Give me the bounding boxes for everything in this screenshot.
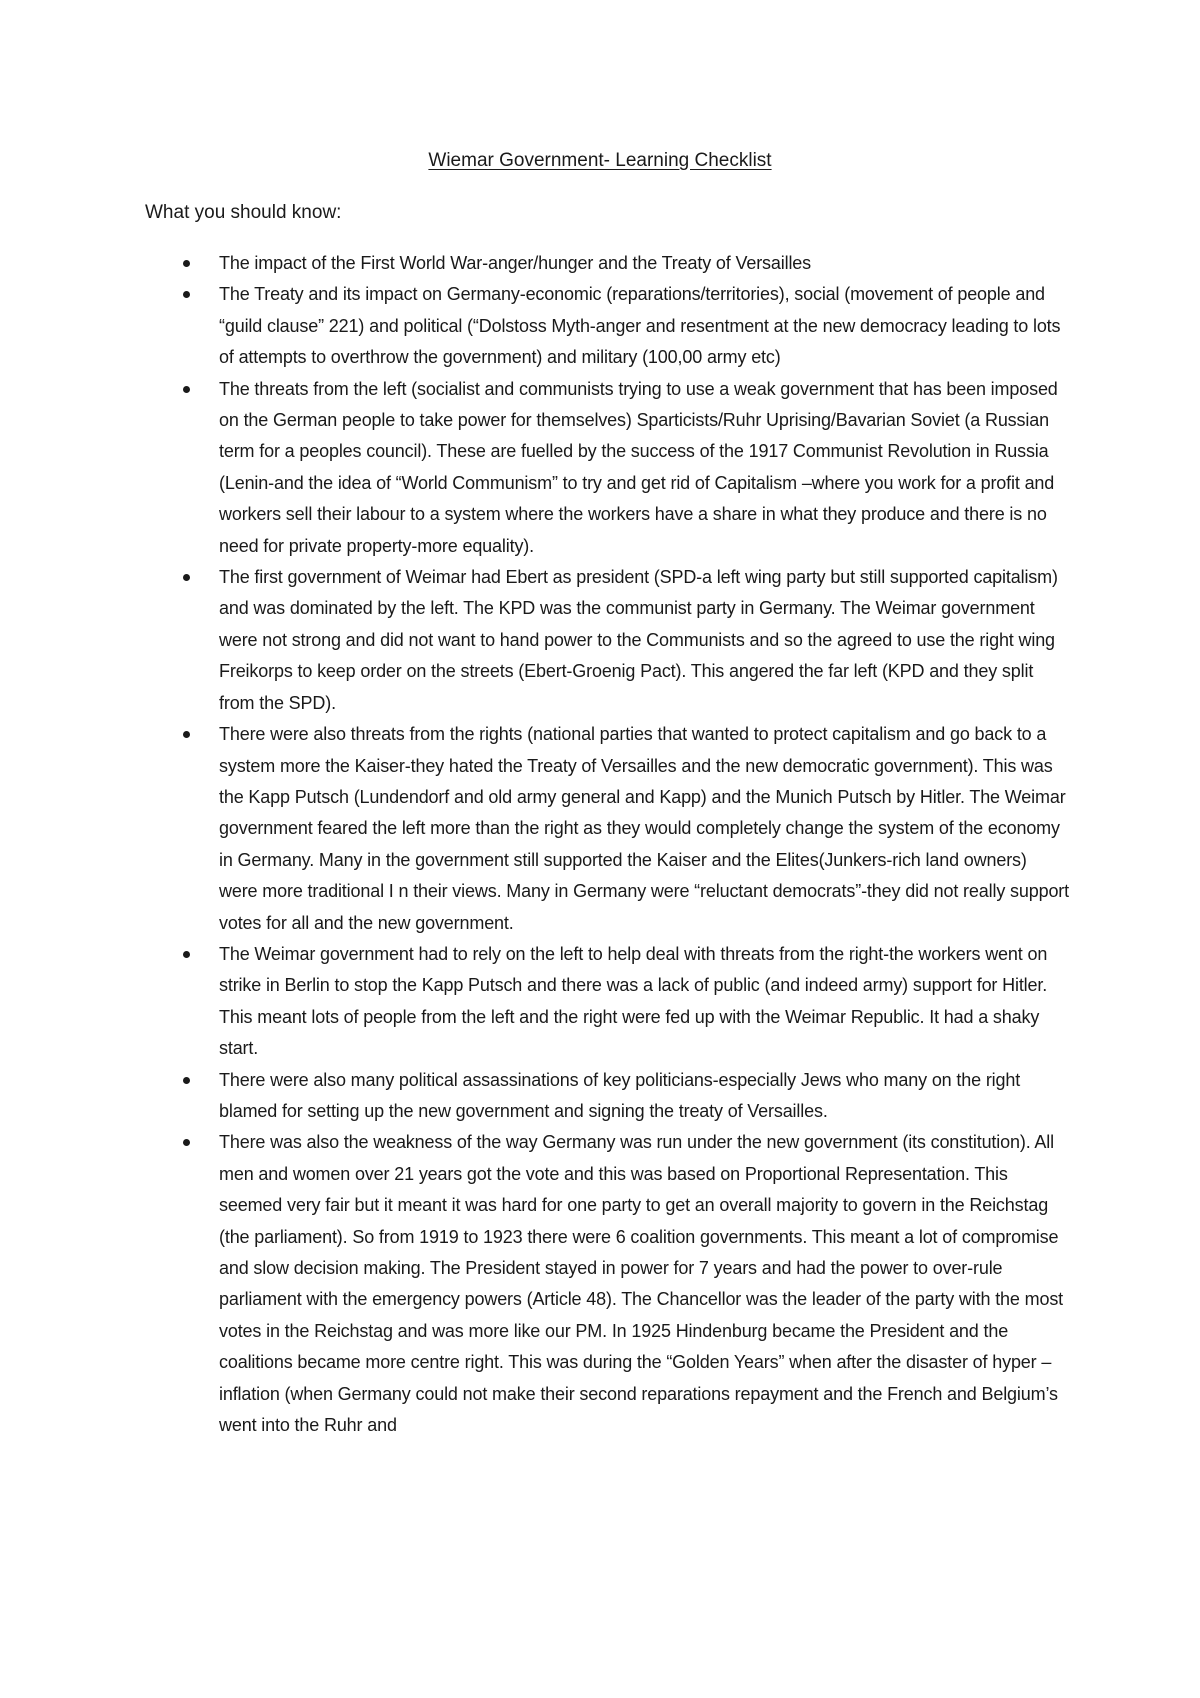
list-item-text: The threats from the left (socialist and communists trying to use a weak government that has been imposed on the German people to take power for themselves) Sparticists/Ruhr Uprising/Bavarian Soviet (a Russian term for a peoples council). These are fuelled by the success of the 1917 Communist Revolution in Russia (Lenin-and the idea of “World Communism” to try and get rid of Capitalism –where you work for a profit and workers sell their labour to a system where the workers have a share in what they produce and there is no need for private property-more equality).	[219, 378, 1058, 556]
list-item-text: The Treaty and its impact on Germany-economic (reparations/territories), social (movement of people and “guild clause” 221) and political (“Dolstoss Myth-anger and resentment at the new democracy leading to lots of attempts to overthrow the government) and military (100,00 army etc)	[219, 284, 1061, 368]
intro-text: What you should know:	[145, 202, 342, 223]
list-item	[0, 1127, 1070, 1441]
list-item-text: The first government of Weimar had Ebert as president (SPD-a left wing party but still supported capitalism) and was dominated by the left. The KPD was the communist party in Germany. The Weimar government were not strong and did not want to hand power to the Communists and so the agreed to use the right wing Freikorps to keep order on the streets (Ebert-Groenig Pact). This angered the far left (KPD and they split from the SPD).	[219, 567, 1058, 713]
list-item-text: The impact of the First World War-anger/hunger and the Treaty of Versailles	[219, 253, 812, 273]
list-item	[0, 562, 1070, 719]
document-title: Wiemar Government- Learning Checklist	[428, 150, 772, 171]
bullet-icon	[183, 291, 190, 298]
list-item-text: There was also the weakness of the way Germany was run under the new government (its constitution). All men and women over 21 years got the vote and this was based on Proportional Representation. This seemed very fair but it meant it was hard for one party to get an overall majority to govern in the Reichstag (the parliament). So from 1919 to 1923 there were 6 coalition governments. This meant a lot of compromise and slow decision making. The President stayed in power for 7 years and had the power to over-rule parliament with the emergency powers (Article 48). The Chancellor was the leader of the party with the most votes in the Reichstag and was more like our PM. In 1925 Hindenburg became the President and the coalitions became more centre right. This was during the “Golden Years” when after the disaster of hyper –inflation (when Germany could not make their second reparations repayment and the French and Belgium’s went into the Ruhr and	[219, 1132, 1064, 1436]
bullet-icon	[183, 731, 190, 738]
list-item	[0, 719, 1070, 939]
bullet-icon	[183, 1139, 190, 1146]
bullet-icon	[183, 386, 190, 393]
list-item-text: There were also many political assassinations of key politicians-especially Jews who many on the right blamed for setting up the new government and signing the treaty of Versailles.	[219, 1069, 1021, 1121]
list-item	[0, 374, 1070, 562]
bullet-icon	[183, 574, 190, 581]
bullet-icon	[183, 951, 190, 958]
list-item	[0, 248, 1070, 279]
list-item-text: There were also threats from the rights (national parties that wanted to protect capitalism and go back to a system more the Kaiser-they hated the Treaty of Versailles and the new democratic government). This was the Kapp Putsch (Lundendorf and old army general and Kapp) and the Munich Putsch by Hitler. The Weimar government feared the left more than the right as they would completely change the system of the economy in Germany. Many in the government still supported the Kaiser and the Elites(Junkers-rich land owners) were more traditional I n their views. Many in Germany were “reluctant democrats”-they did not really support votes for all and the new government.	[219, 724, 1070, 933]
list-item	[0, 279, 1070, 373]
bullet-icon	[183, 260, 190, 267]
list-item-text: The Weimar government had to rely on the left to help deal with threats from the right-the workers went on strike in Berlin to stop the Kapp Putsch and there was a lack of public (and indeed army) support for Hitler. This meant lots of people from the left and the right were fed up with the Weimar Republic. It had a shaky start.	[219, 943, 1048, 1059]
list-item	[0, 1065, 1070, 1128]
list-item	[0, 939, 1070, 1065]
bullet-icon	[183, 1077, 190, 1084]
checklist	[0, 248, 1200, 1441]
